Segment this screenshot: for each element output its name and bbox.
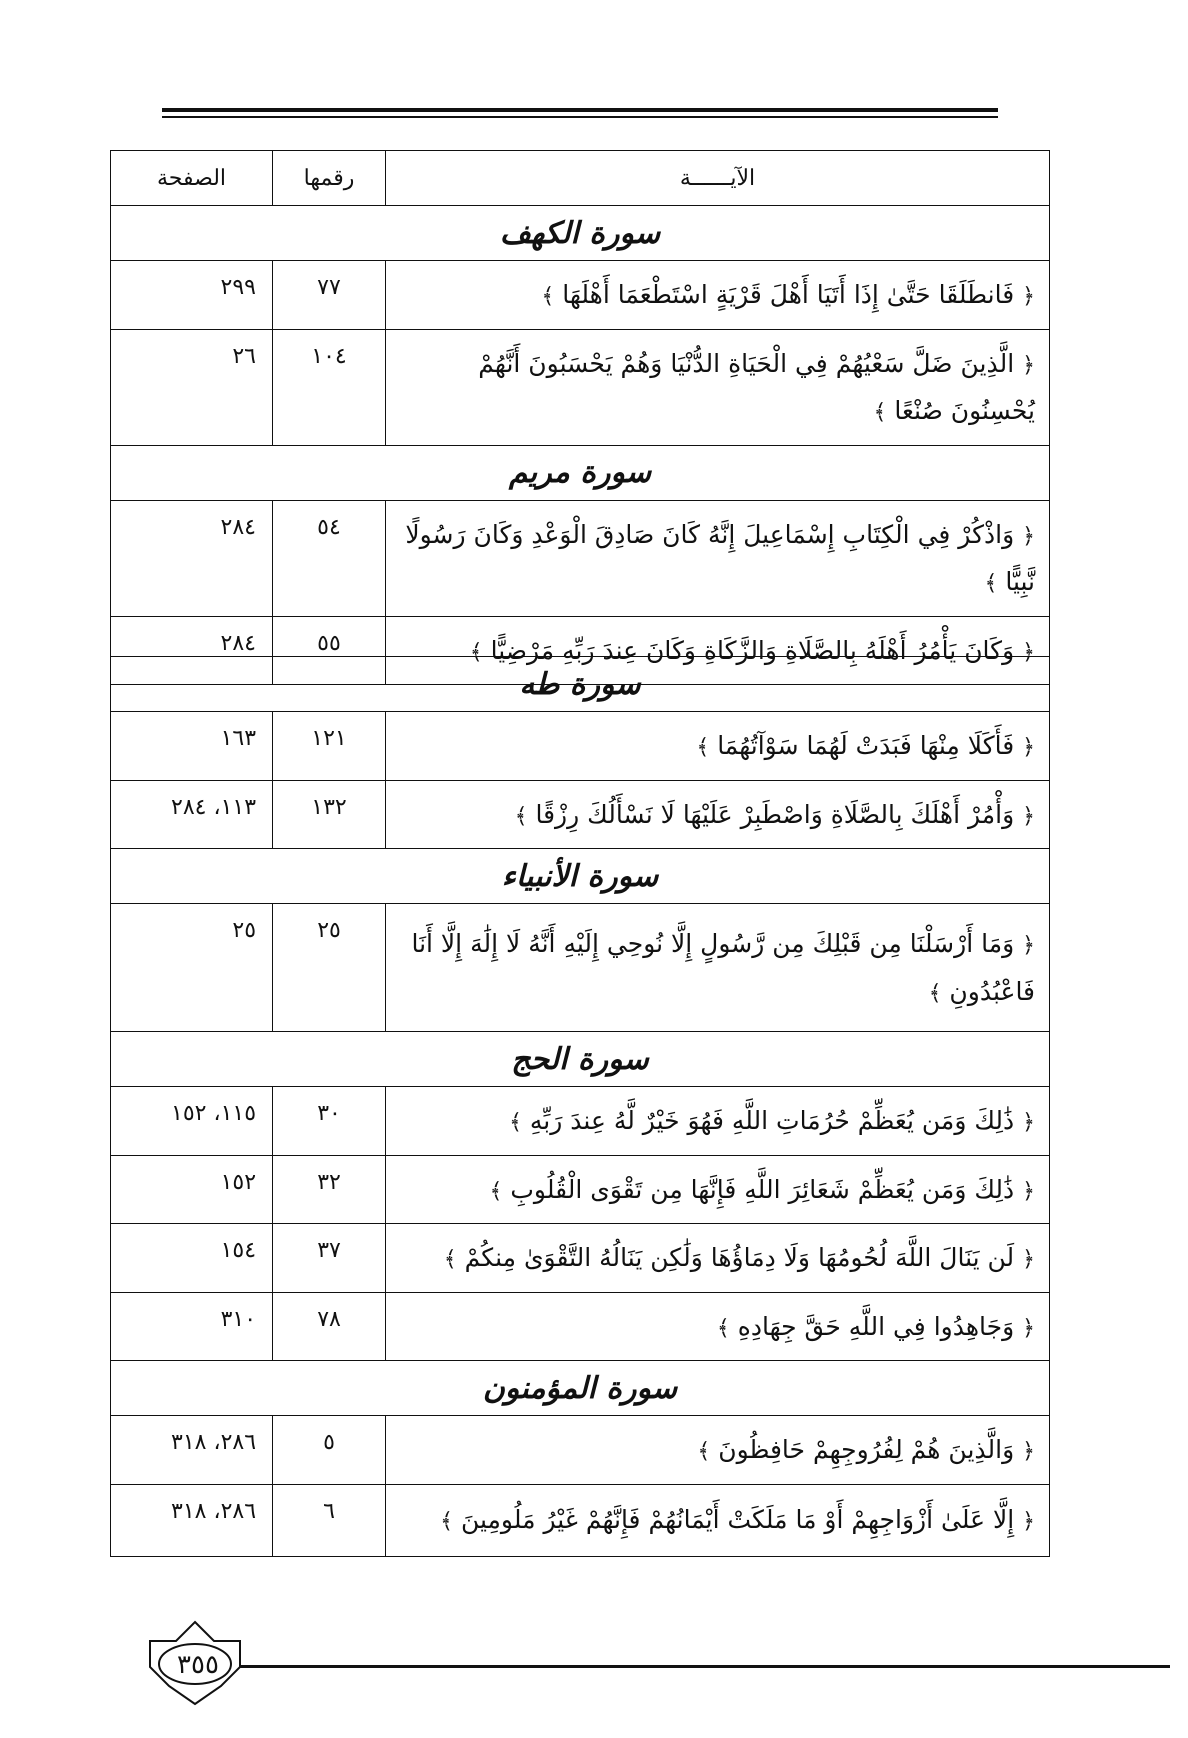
ayah-number: ٣٢: [273, 1155, 386, 1224]
ayah-text: وَكَانَ يَأْمُرُ أَهْلَهُ بِالصَّلَاةِ وَالزَّكَاةِ وَكَانَ عِندَ رَبِّهِ مَرْضِيًّا: [490, 635, 1015, 665]
ornate-bracket-close: ﴾: [873, 400, 887, 425]
ornate-bracket-close: ﴾: [514, 803, 528, 829]
ayah-cell: [386, 1155, 1050, 1224]
ayah-text: فَأَكَلَا مِنْهَا فَبَدَتْ لَهُمَا سَوْآتُهُمَا: [717, 731, 1015, 760]
page-number: ٣٥٥: [177, 1650, 219, 1680]
ornate-bracket-open: ﴿: [1022, 352, 1035, 378]
table-row: [111, 261, 1050, 330]
ornate-bracket-close: ﴾: [469, 639, 483, 665]
ayah-text: لَن يَنَالَ اللَّهَ لُحُومُهَا وَلَا دِمَاؤُهَا وَلَٰكِن يَنَالُهُ التَّقْوَىٰ مِنكُمْ: [464, 1243, 1015, 1272]
page-reference: ٢٨٤: [111, 616, 273, 685]
ornate-bracket-open: ﴿: [1022, 523, 1035, 549]
ayah-text: الَّذِينَ ضَلَّ سَعْيُهُمْ فِي الْحَيَاةِ الدُّنْيَا وَهُمْ يَحْسَبُونَ أَنَّهُمْ يُحْسِنُونَ صُنْعًا: [478, 348, 1035, 425]
header-number: رقمها: [273, 151, 386, 206]
header-page: الصفحة: [111, 151, 273, 206]
surah-heading-row: [111, 1361, 1050, 1416]
table-row: [111, 1224, 1050, 1293]
ayah-text: فَانطَلَقَا حَتَّىٰ إِذَا أَتَيَا أَهْلَ قَرْيَةٍ اسْتَطْعَمَا أَهْلَهَا: [562, 280, 1015, 309]
ayah-number: ١٣٢: [273, 780, 386, 849]
ornate-bracket-open: ﴿: [1022, 1509, 1036, 1535]
ayah-cell: [386, 1224, 1050, 1293]
surah-heading-row: [111, 445, 1050, 500]
ayah-text: وَجَاهِدُوا فِي اللَّهِ حَقَّ جِهَادِهِ: [737, 1311, 1015, 1341]
ayah-cell: [386, 261, 1050, 330]
table-row: [111, 1416, 1050, 1485]
surah-title: سورة مريم: [111, 445, 1050, 500]
ornate-bracket-close: ﴾: [489, 1178, 503, 1204]
surah-title: سورة الحج: [111, 1032, 1050, 1087]
ayah-number: ١٠٤: [273, 329, 386, 445]
top-double-rule: [162, 108, 998, 118]
ayah-cell: [386, 780, 1050, 849]
ornate-bracket-close: ﴾: [928, 980, 942, 1006]
ayah-number: ٣٠: [273, 1087, 386, 1156]
surah-title: سورة طه: [111, 657, 1050, 712]
table-row: [111, 1484, 1050, 1556]
ayah-cell: [386, 712, 1050, 781]
surah-title: سورة الأنبياء: [111, 849, 1050, 904]
header-ayah: الآيــــــة: [386, 151, 1050, 206]
surah-heading-row: [111, 206, 1050, 261]
verse-index-table-2: [110, 656, 1050, 1557]
page-reference: ١١٥، ١٥٢: [111, 1087, 273, 1156]
table-row: [111, 1155, 1050, 1224]
ornate-bracket-open: ﴿: [1022, 1178, 1036, 1204]
ornate-bracket-open: ﴿: [1022, 1247, 1036, 1272]
ornate-bracket-close: ﴾: [509, 1110, 522, 1135]
page-footer: [140, 1618, 1040, 1708]
ayah-text: ذَٰلِكَ وَمَن يُعَظِّمْ شَعَائِرَ اللَّهِ فَإِنَّهَا مِن تَقْوَى الْقُلُوبِ: [510, 1174, 1015, 1204]
ornate-bracket-close: ﴾: [440, 1509, 454, 1535]
page-reference: ٢٦: [111, 329, 273, 445]
ayah-number: ٣٧: [273, 1224, 386, 1293]
ayah-number: ٥٥: [273, 616, 386, 685]
ayah-number: ١٢١: [273, 712, 386, 781]
page-reference: ٢٨٦، ٣١٨: [111, 1416, 273, 1485]
table-row: [111, 780, 1050, 849]
ayah-text: وَمَا أَرْسَلْنَا مِن قَبْلِكَ مِن رَّسُولٍ إِلَّا نُوحِي إِلَيْهِ أَنَّهُ لَا إِلَٰهَ إِلَّا أَنَا فَاعْبُدُونِ: [411, 929, 1036, 1006]
surah-heading-row: [111, 1032, 1050, 1087]
table-header-row: [111, 151, 1050, 206]
table-row: [111, 712, 1050, 781]
footer-rule: [240, 1665, 1170, 1668]
page-reference: ١١٣، ٢٨٤: [111, 780, 273, 849]
ayah-cell: [386, 1292, 1050, 1361]
surah-title: سورة الكهف: [111, 206, 1050, 261]
ornate-bracket-open: ﴿: [1022, 1439, 1036, 1464]
verse-index-table-1: [110, 150, 1050, 685]
ornate-bracket-open: ﴿: [1022, 1315, 1036, 1341]
page-reference: ١٥٤: [111, 1224, 273, 1293]
table-row: [111, 904, 1050, 1032]
ornate-bracket-open: ﴿: [1022, 1110, 1036, 1135]
ornate-bracket-open: ﴿: [1022, 803, 1036, 829]
ornate-bracket-close: ﴾: [697, 1439, 711, 1464]
ornate-bracket-close: ﴾: [696, 735, 710, 760]
ornate-bracket-close: ﴾: [716, 1315, 730, 1341]
ayah-cell: [386, 329, 1050, 445]
ornate-bracket-open: ﴿: [1022, 639, 1035, 665]
ayah-text: وَالَّذِينَ هُمْ لِفُرُوجِهِمْ حَافِظُونَ: [718, 1435, 1015, 1464]
ornate-bracket-open: ﴿: [1022, 735, 1036, 760]
ayah-number: ٧٧: [273, 261, 386, 330]
table-row: [111, 1292, 1050, 1361]
ayah-cell: [386, 1087, 1050, 1156]
ayah-text: إِلَّا عَلَىٰ أَزْوَاجِهِمْ أَوْ مَا مَلَكَتْ أَيْمَانُهُمْ فَإِنَّهُمْ غَيْرُ مَلُومِينَ: [460, 1505, 1015, 1535]
ornate-bracket-open: ﴿: [1022, 933, 1036, 958]
page-reference: ٢٥: [111, 904, 273, 1032]
ornate-bracket-close: ﴾: [541, 284, 555, 309]
table-row: [111, 1087, 1050, 1156]
ayah-number: ٥٤: [273, 500, 386, 616]
table-row: [111, 329, 1050, 445]
ornate-bracket-close: ﴾: [443, 1247, 457, 1272]
surah-heading-row: [111, 849, 1050, 904]
page-reference: ٢٨٦، ٣١٨: [111, 1484, 273, 1556]
page-reference: ١٥٢: [111, 1155, 273, 1224]
page-reference: ٣١٠: [111, 1292, 273, 1361]
surah-title: سورة المؤمنون: [111, 1361, 1050, 1416]
ayah-number: ٧٨: [273, 1292, 386, 1361]
surah-heading-row: [111, 657, 1050, 712]
ayah-text: ذَٰلِكَ وَمَن يُعَظِّمْ حُرُمَاتِ اللَّهِ فَهُوَ خَيْرٌ لَّهُ عِندَ رَبِّهِ: [529, 1106, 1015, 1135]
ayah-cell: [386, 1416, 1050, 1485]
page-reference: ٢٨٤: [111, 500, 273, 616]
page-reference: ٢٩٩: [111, 261, 273, 330]
page-reference: ١٦٣: [111, 712, 273, 781]
ayah-cell: [386, 500, 1050, 616]
ayah-cell: [386, 1484, 1050, 1556]
ayah-text: وَاذْكُرْ فِي الْكِتَابِ إِسْمَاعِيلَ إِنَّهُ كَانَ صَادِقَ الْوَعْدِ وَكَانَ رَسُولًا نَّبِيًّا: [405, 519, 1035, 596]
ayah-number: ٢٥: [273, 904, 386, 1032]
ornate-bracket-open: ﴿: [1022, 284, 1035, 309]
table-row: [111, 500, 1050, 616]
ayah-number: ٥: [273, 1416, 386, 1485]
ayah-cell: [386, 904, 1050, 1032]
ayah-number: ٦: [273, 1484, 386, 1556]
ayah-text: وَأْمُرْ أَهْلَكَ بِالصَّلَاةِ وَاصْطَبِرْ عَلَيْهَا لَا نَسْأَلُكَ رِزْقًا: [535, 799, 1015, 829]
ornate-bracket-close: ﴾: [984, 571, 998, 596]
